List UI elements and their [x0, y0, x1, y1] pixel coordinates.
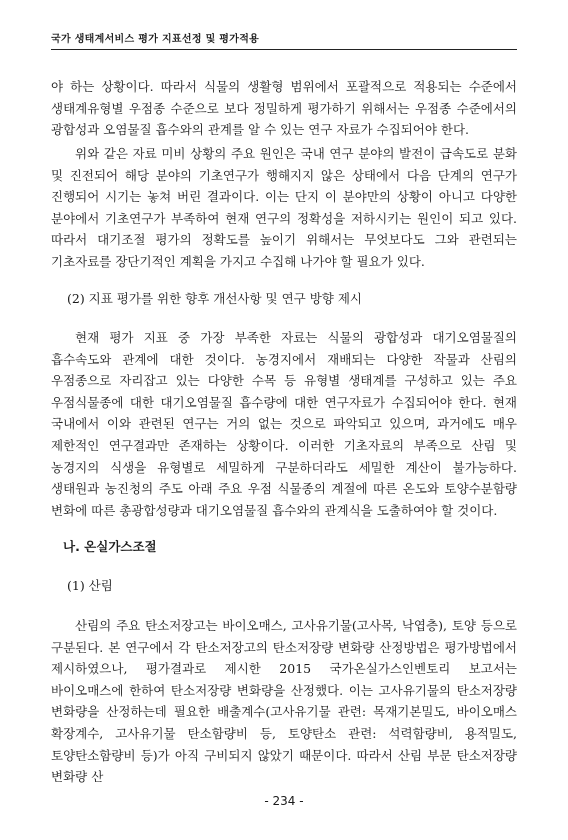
section-heading-greenhouse-gas: 나. 온실가스조절	[63, 539, 157, 554]
page-number: - 234 -	[264, 794, 304, 808]
paragraph-1: 야 하는 상황이다. 따라서 식물의 생활형 범위에서 포괄적으로 적용되는 수준에서 생태계유형별 우점종 수준으로 보다 정밀하게 평가하기 위해서는 우점종 수준에서의 광합성과 오염물질 흡수와의 관계를 알 수 있는 연구 자료가 수집되어야 한다.	[51, 79, 517, 138]
paragraph-3: 현재 평가 지표 중 가장 부족한 자료는 식물의 광합성과 대기오염물질의 흡수속도와 관계에 대한 것이다. 농경지에서 재배되는 다양한 작물과 산림의 우점종으로 자리잡고 있는 다양한 수목 등 유형별 생태계를 구성하고 있는 주요 우점식물종에 대한 대기오염물질 흡수량에 대한 연구자료가 수집되어야 한다. 현재 국내에서 이와 관련된 연구는 거의 없는 것으로 파악되고 있으며, 과거에도 매우 제한적인 연구결과만 존재하는 상황이다. 이러한 기초자료의 부족으로 산림 및 농경지의 식생을 유형별로 세밀하게 구분하더라도 세밀한 계산이 불가능하다. 생태원과 농진청의 주도 아래 주요 우점 식물종의 계절에 따른 온도와 토양수분함량 변화에 따른 총광합성량과 대기오염물질 흡수와의 관계식을 도출하여야 할 것이다.	[51, 330, 517, 518]
paragraph-2: 위와 같은 자료 미비 상황의 주요 원인은 국내 연구 분야의 발전이 급속도로 분화 및 진전되어 해당 분야의 기초연구가 행해지지 않은 상태에서 다음 단계의 연구가 진행되어 시기는 놓쳐 버린 결과이다. 이는 단지 이 분야만의 상황이 아니고 다양한 분야에서 기초연구가 부족하여 현재 연구의 정확성을 저하시키는 원인이 되고 있다. 따라서 대기조절 평가의 정확도를 높이기 위해서는 무엇보다도 그와 관련되는 기초자료를 장단기적인 계획을 가지고 수집해 나가야 할 필요가 있다.	[51, 146, 517, 269]
subsection-heading-2: (2) 지표 평가를 위한 향후 개선사항 및 연구 방향 제시	[67, 291, 362, 306]
paragraph-4: 산림의 주요 탄소저장고는 바이오매스, 고사유기물(고사목, 낙엽층), 토양 등으로 구분된다. 본 연구에서 각 탄소저장고의 탄소저장량 변화량 산정방법은 평가방법에서 제시하였으나, 평가결과로 제시한 2015 국가온실가스인벤토리 보고서는 바이오매스에 한하여 탄소저장량 변화량을 산정했다. 이는 고사유기물의 탄소저장량 변화량을 산정하는데 필요한 배출계수(고사유기물 관련: 목재기본밀도, 바이오매스 확장계수, 고사유기물 탄소함량비 등, 토양탄소 관련: 석력함량비, 용적밀도, 토양탄소함량비 등)가 아직 구비되지 않았기 때문이다. 따라서 산림 부문 탄소저장량 변화량 산	[51, 618, 517, 785]
running-header: 국가 생태계서비스 평가 지표선정 및 평가적용	[51, 34, 260, 45]
subsection-heading-forest: (1) 산림	[67, 578, 113, 593]
header-divider	[51, 49, 517, 50]
